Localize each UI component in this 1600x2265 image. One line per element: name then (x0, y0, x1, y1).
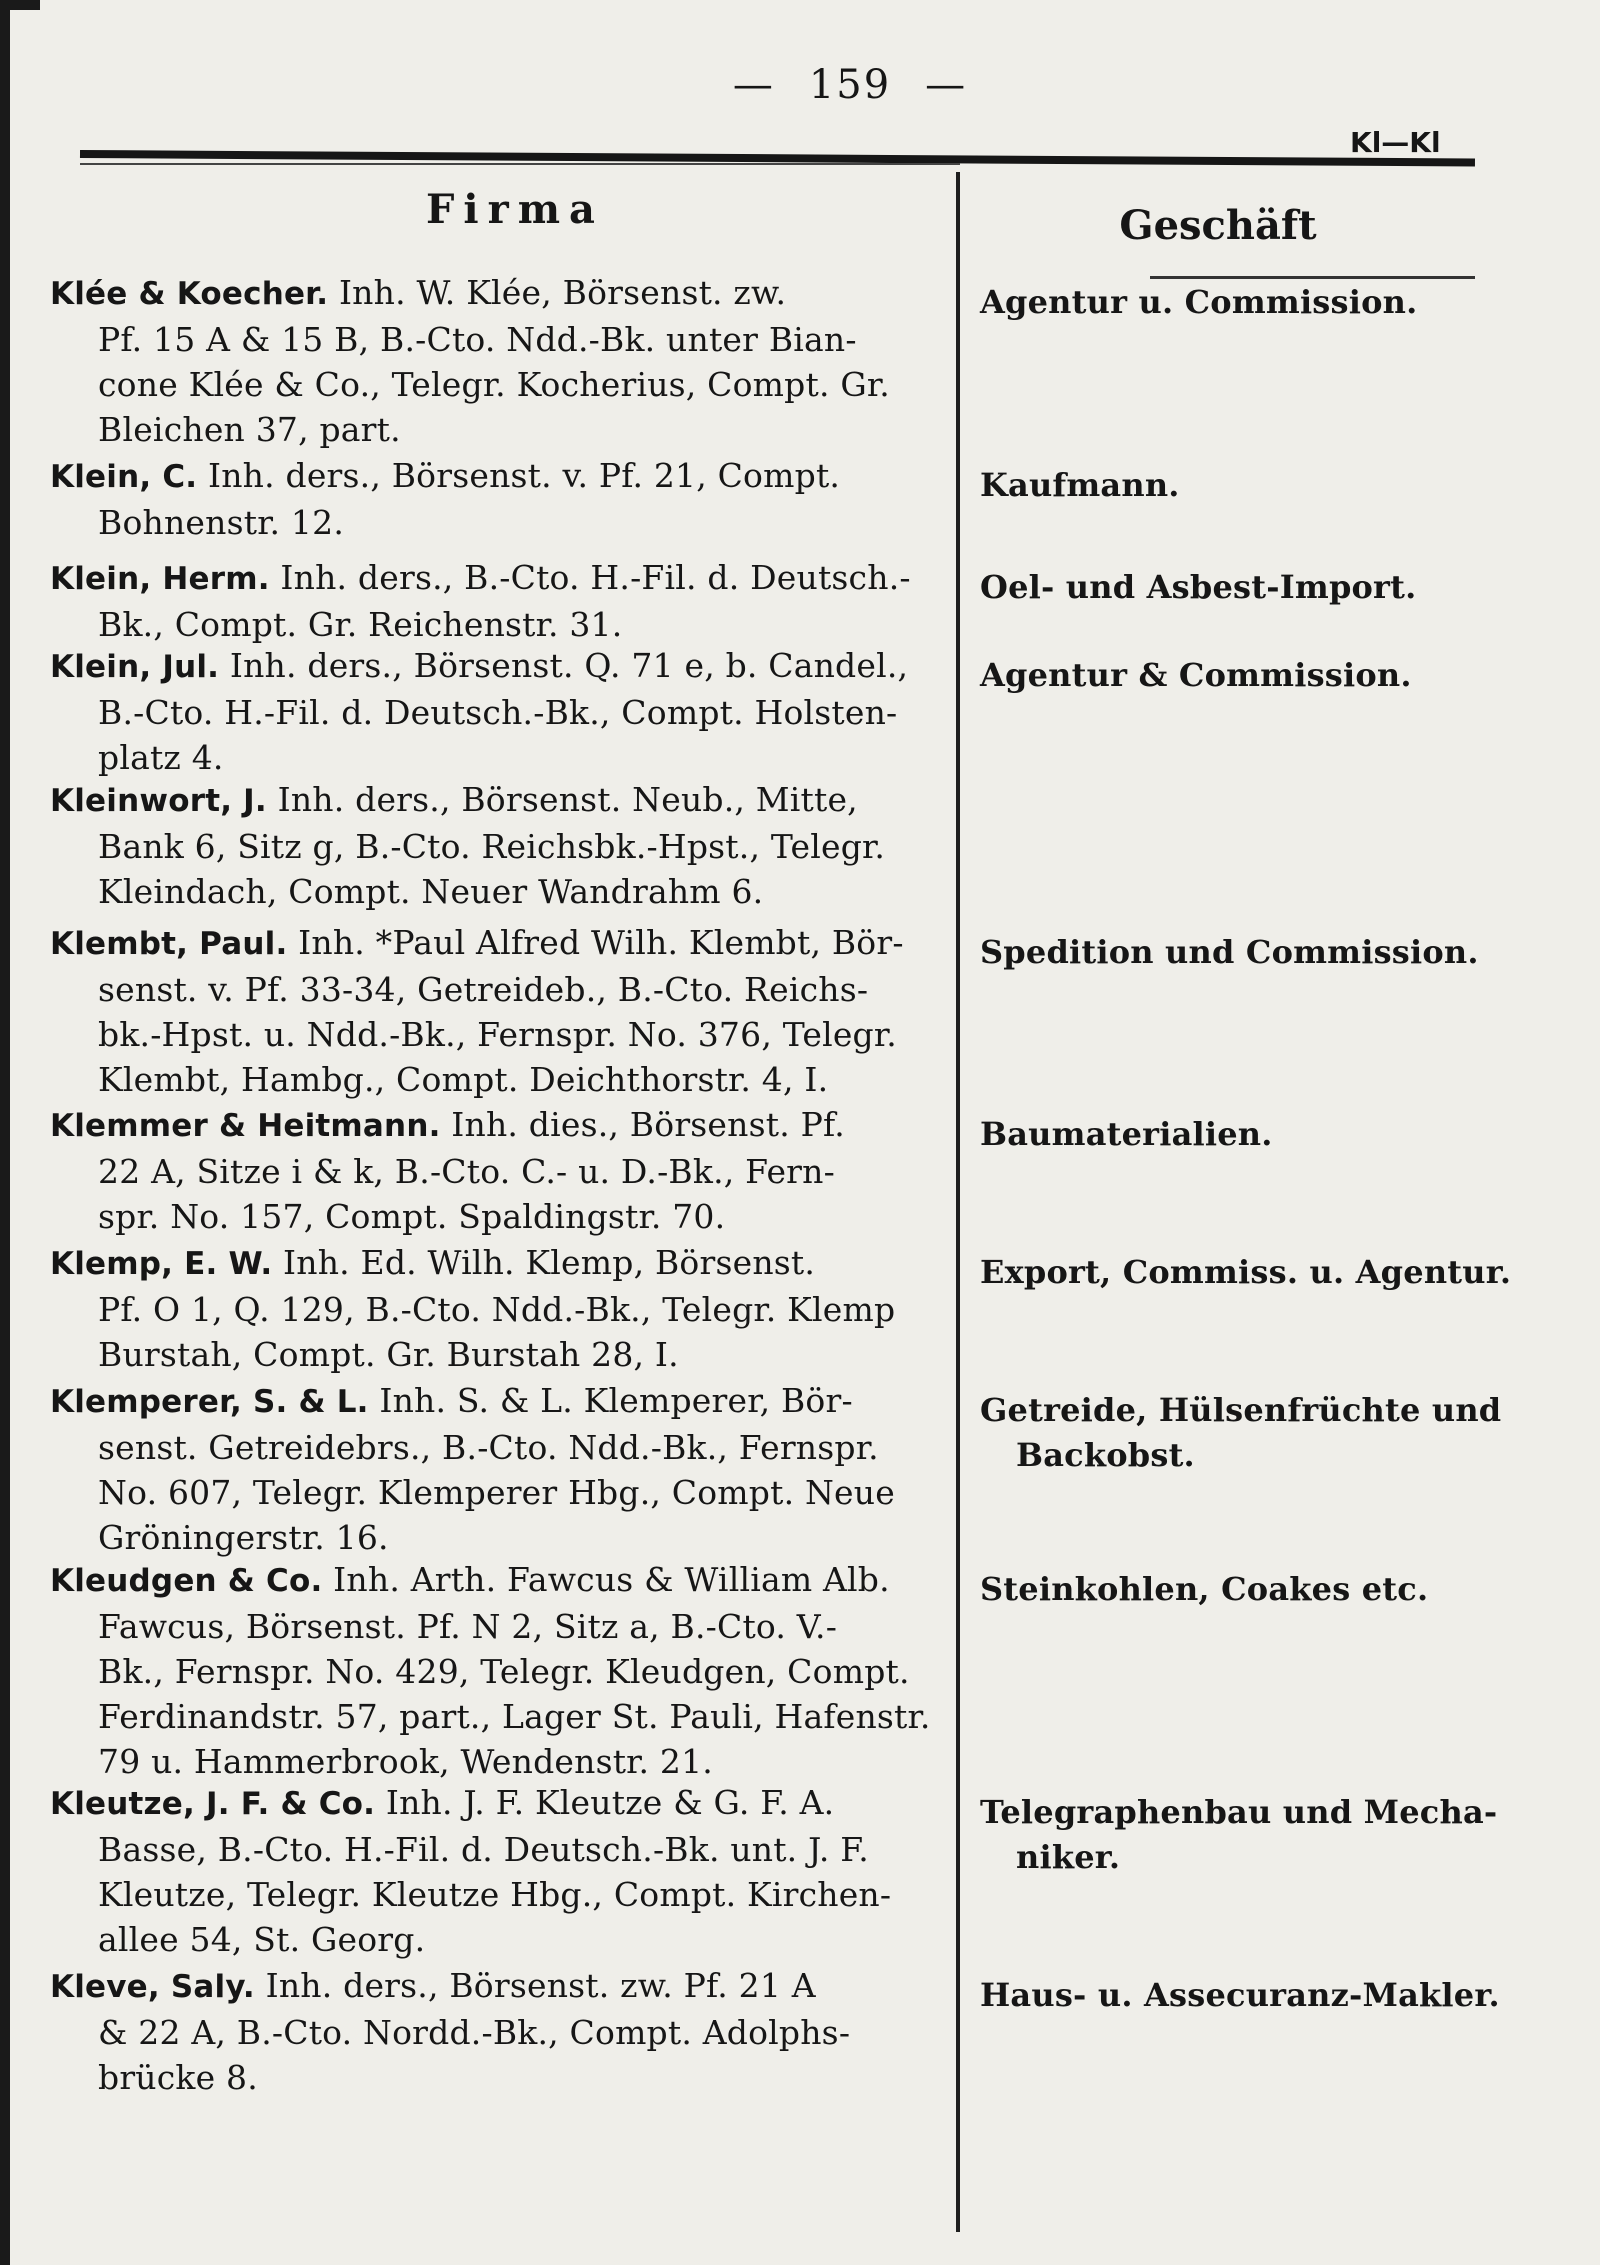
business-line: Kaufmann. (980, 466, 1180, 504)
firm-first-line (50, 1102, 920, 1149)
firm-detail: Bleichen 37, part. (98, 410, 401, 449)
business-line: Agentur u. Commission. (980, 283, 1418, 321)
business-line: Steinkohlen, Coakes etc. (980, 1570, 1429, 1608)
firm-detail: Inh. W. Klée, Börsenst. zw. (338, 273, 787, 312)
firm-detail: senst. v. Pf. 33-34, Getreideb., B.-Cto. Reichs- (98, 970, 869, 1009)
firm-line (50, 1694, 931, 1739)
business-line: Agentur & Commission. (980, 656, 1412, 694)
firm-detail: B.-Cto. H.-Fil. d. Deutsch.-Bk., Compt. Holsten- (98, 693, 898, 732)
firm-name: Klée & Koecher. (50, 276, 329, 312)
business-line: Telegraphenbau und Mecha- (980, 1793, 1498, 1831)
firm-detail: Klembt, Hambg., Compt. Deichthorstr. 4, I. (98, 1060, 829, 1099)
firm-name: Klein, Jul. (50, 649, 220, 685)
business-text (980, 1567, 1490, 1612)
firm-name: Klemmer & Heitmann. (50, 1108, 441, 1144)
firm-line (50, 1827, 920, 1872)
firm-detail: Inh. ders., Börsenst. Q. 71 e, b. Candel., (229, 646, 909, 685)
firm-text (50, 453, 920, 545)
firm-detail: & 22 A, B.-Cto. Nordd.-Bk., Compt. Adolphs- (98, 2013, 851, 2052)
firm-line (50, 1470, 920, 1515)
firm-line (50, 2010, 920, 2055)
firm-line (50, 407, 920, 452)
business-line: Oel- und Asbest-Import. (980, 568, 1417, 606)
firm-detail: brücke 8. (98, 2058, 258, 2097)
firm-line (50, 1649, 920, 1694)
firm-line (50, 824, 920, 869)
firm-name: Klemperer, S. & L. (50, 1384, 369, 1420)
firm-text (50, 1780, 920, 1962)
firm-first-line (50, 920, 920, 967)
firm-text (50, 1378, 920, 1560)
firm-line (50, 1917, 920, 1962)
firm-text (50, 1963, 920, 2100)
firm-detail: Gröningerstr. 16. (98, 1518, 389, 1557)
firm-line (50, 967, 920, 1012)
firm-line (50, 1425, 920, 1470)
firm-first-line (50, 1240, 920, 1287)
firm-detail: Kleindach, Compt. Neuer Wandrahm 6. (98, 872, 764, 911)
alphabet-range: Kl—Kl (1350, 126, 1441, 159)
firm-line (50, 602, 920, 647)
firm-line (50, 362, 920, 407)
column-heading-geschaeft: Geschäft (1119, 202, 1317, 249)
firm-name: Kleudgen & Co. (50, 1563, 323, 1599)
firm-detail: No. 607, Telegr. Klemperer Hbg., Compt. Neue (98, 1473, 895, 1512)
firm-detail: bk.-Hpst. u. Ndd.-Bk., Fernspr. No. 376, Telegr. (98, 1015, 897, 1054)
firm-line (50, 1287, 920, 1332)
firm-detail: Bohnenstr. 12. (98, 503, 345, 542)
firm-first-line (50, 1963, 920, 2010)
firm-detail: senst. Getreidebrs., B.-Cto. Ndd.-Bk., Fernspr. (98, 1428, 879, 1467)
firm-line (50, 1604, 920, 1649)
firm-text (50, 270, 920, 452)
firm-detail: Fawcus, Börsenst. Pf. N 2, Sitz a, B.-Cto. V.- (98, 1607, 838, 1646)
business-text (980, 653, 1490, 698)
firm-detail: Inh. Arth. Fawcus & William Alb. (333, 1560, 890, 1599)
business-text (980, 1790, 1498, 1880)
firm-text (50, 1557, 931, 1784)
firm-detail: 79 u. Hammerbrook, Wendenstr. 21. (98, 1742, 713, 1781)
firm-detail: Kleutze, Telegr. Kleutze Hbg., Compt. Kirchen- (98, 1875, 892, 1914)
firm-line (50, 1057, 920, 1102)
firm-first-line (50, 1780, 920, 1827)
firm-name: Klemp, E. W. (50, 1246, 273, 1282)
firm-detail: Inh. ders., Börsenst. Neub., Mitte, (277, 780, 858, 819)
firm-detail: Pf. 15 A & 15 B, B.-Cto. Ndd.-Bk. unter Bian- (98, 320, 857, 359)
firm-name: Kleve, Saly. (50, 1969, 255, 2005)
firm-detail: Basse, B.-Cto. H.-Fil. d. Deutsch.-Bk. unt. J. F. (98, 1830, 869, 1869)
column-heading-firma: Firma (426, 186, 604, 233)
firm-first-line (50, 643, 920, 690)
business-text (980, 1112, 1490, 1157)
firm-line (50, 1194, 920, 1239)
firm-detail: spr. No. 157, Compt. Spaldingstr. 70. (98, 1197, 726, 1236)
firm-name: Klembt, Paul. (50, 926, 288, 962)
firm-line (50, 1332, 920, 1377)
firm-detail: Inh. dies., Börsenst. Pf. (451, 1105, 845, 1144)
dash-left: — (732, 62, 775, 108)
business-line: Haus- u. Assecuranz-Makler. (980, 1976, 1500, 2014)
firm-line (50, 1872, 920, 1917)
firm-first-line (50, 777, 920, 824)
firm-detail: Bank 6, Sitz g, B.-Cto. Reichsbk.-Hpst., Telegr. (98, 827, 886, 866)
firm-line (50, 869, 920, 914)
firm-line (50, 1515, 920, 1560)
firm-first-line (50, 270, 920, 317)
firm-line (50, 500, 920, 545)
firm-first-line (50, 1378, 920, 1425)
firm-detail: Ferdinandstr. 57, part., Lager St. Pauli, Hafenstr. (98, 1697, 931, 1736)
firm-name: Kleinwort, J. (50, 783, 267, 819)
firm-detail: Pf. O 1, Q. 129, B.-Cto. Ndd.-Bk., Telegr. Klemp (98, 1290, 896, 1329)
firm-detail: Burstah, Compt. Gr. Burstah 28, I. (98, 1335, 679, 1374)
firm-detail: 22 A, Sitze i & k, B.-Cto. C.- u. D.-Bk., Fern- (98, 1152, 835, 1191)
firm-first-line (50, 1557, 920, 1604)
firm-first-line (50, 555, 920, 602)
firm-line (50, 1012, 920, 1057)
business-line: Baumaterialien. (980, 1115, 1273, 1153)
firm-detail: Bk., Fernspr. No. 429, Telegr. Kleudgen, Compt. (98, 1652, 910, 1691)
firm-line (50, 735, 920, 780)
firm-text (50, 1240, 920, 1377)
business-line: Getreide, Hülsenfrüchte und (980, 1391, 1502, 1429)
business-line: Spedition und Commission. (980, 933, 1479, 971)
firm-text (50, 1102, 920, 1239)
firm-detail: Inh. ders., Börsenst. v. Pf. 21, Compt. (207, 456, 841, 495)
firm-text (50, 555, 920, 647)
firm-first-line (50, 453, 920, 500)
firm-detail: Inh. Ed. Wilh. Klemp, Börsenst. (283, 1243, 816, 1282)
business-line: niker. (1016, 1838, 1121, 1876)
firm-text (50, 643, 920, 780)
firm-detail: cone Klée & Co., Telegr. Kocherius, Compt. Gr. (98, 365, 890, 404)
firm-detail: Inh. ders., Börsenst. zw. Pf. 21 A (265, 1966, 816, 2005)
firm-line (50, 690, 920, 735)
firm-line (50, 1149, 920, 1194)
business-text (980, 930, 1490, 975)
firm-detail: allee 54, St. Georg. (98, 1920, 426, 1959)
firm-name: Klein, Herm. (50, 561, 270, 597)
firm-text (50, 777, 920, 914)
firm-detail: Inh. S. & L. Klemperer, Bör- (379, 1381, 853, 1420)
firm-detail: platz 4. (98, 738, 224, 777)
firm-detail: Inh. J. F. Kleutze & G. F. A. (385, 1783, 835, 1822)
firm-line (50, 1739, 920, 1784)
business-text (980, 565, 1490, 610)
page-number-value: 159 (808, 62, 892, 108)
firm-detail: Inh. ders., B.-Cto. H.-Fil. d. Deutsch.- (280, 558, 911, 597)
firm-text (50, 920, 920, 1102)
firm-name: Klein, C. (50, 459, 198, 495)
business-text (980, 463, 1490, 508)
business-text (980, 1388, 1502, 1478)
business-line: Backobst. (1016, 1436, 1195, 1474)
firm-detail: Bk., Compt. Gr. Reichenstr. 31. (98, 605, 623, 644)
firm-line (50, 2055, 920, 2100)
business-text (980, 280, 1490, 325)
firm-line (50, 317, 920, 362)
business-text (980, 1250, 1512, 1295)
business-line: Export, Commiss. u. Agentur. (980, 1253, 1512, 1291)
firm-name: Kleutze, J. F. & Co. (50, 1786, 376, 1822)
business-text (980, 1973, 1500, 2018)
dash-right: — (925, 62, 968, 108)
firm-detail: Inh. *Paul Alfred Wilh. Klembt, Bör- (298, 923, 904, 962)
